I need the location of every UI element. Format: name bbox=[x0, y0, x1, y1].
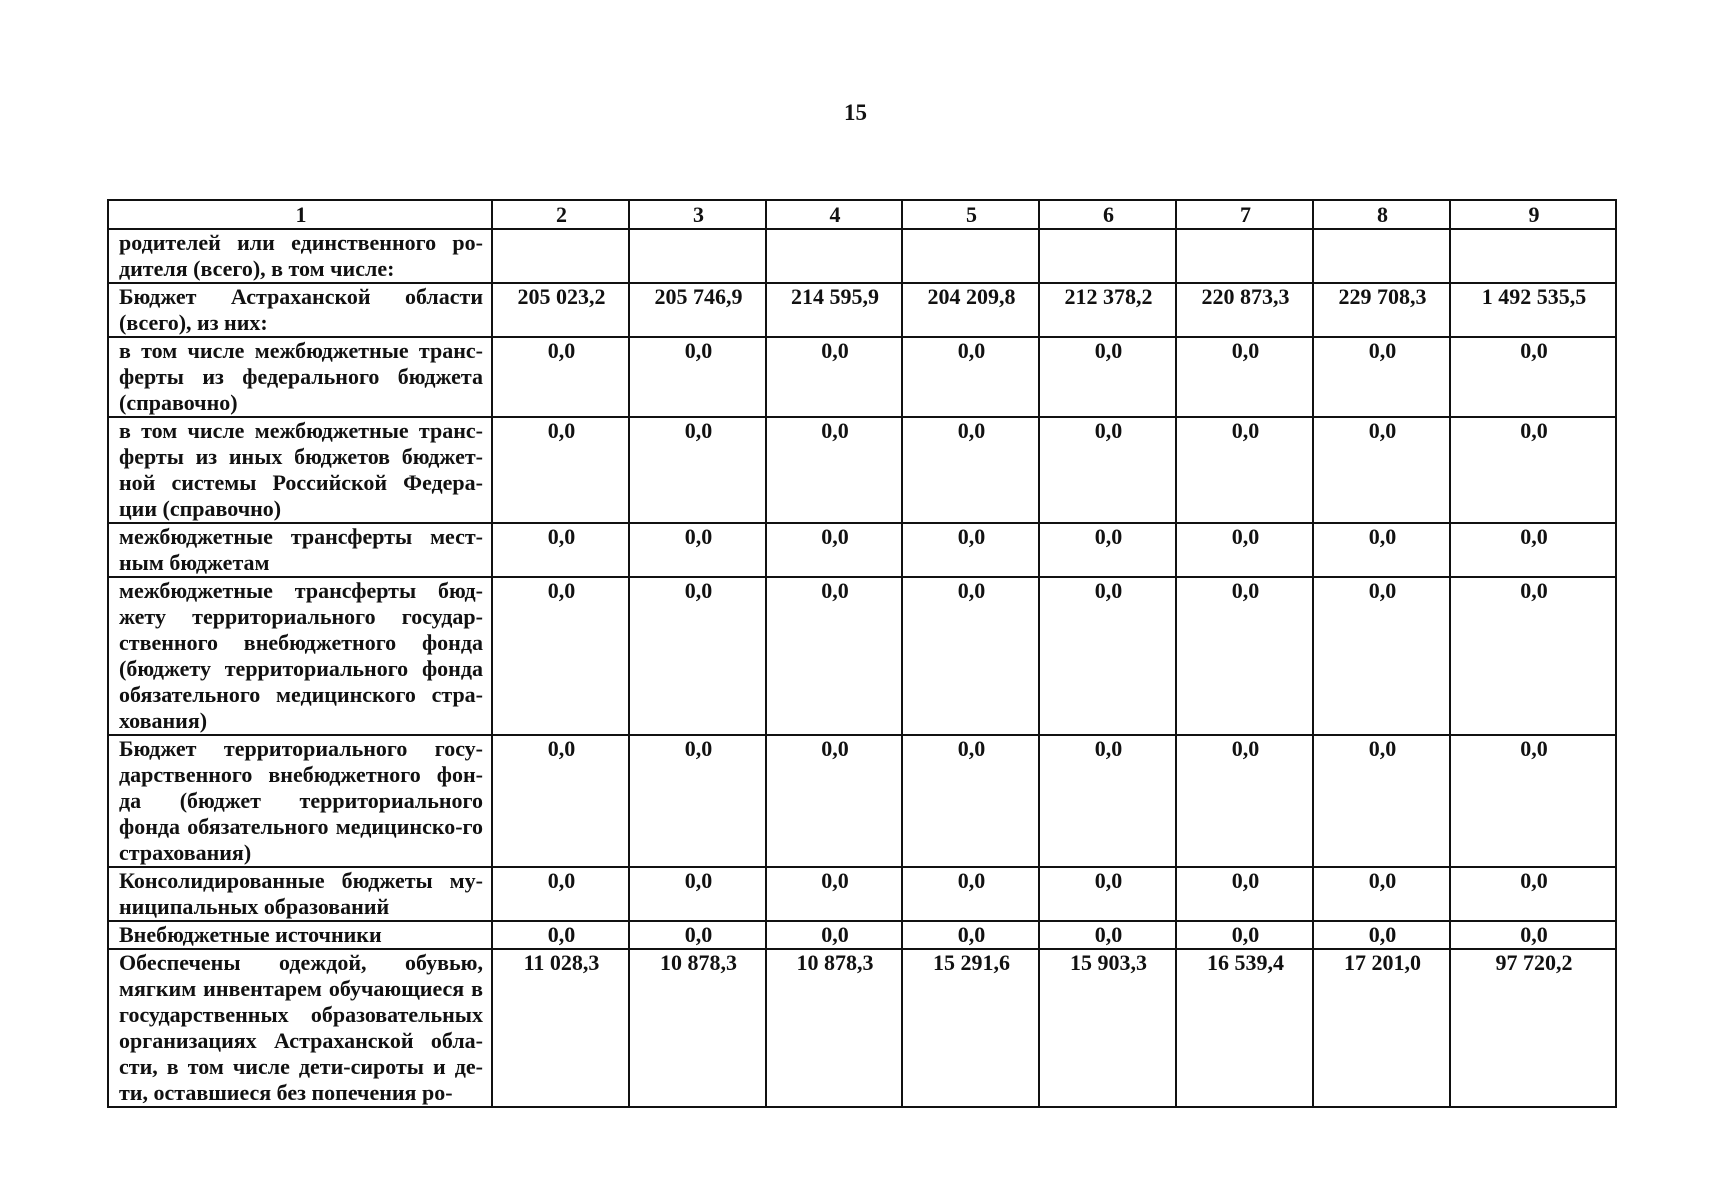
value-cell: 0,0 bbox=[1450, 523, 1616, 577]
column-header: 1 bbox=[108, 200, 492, 229]
value-cell: 214 595,9 bbox=[766, 283, 902, 337]
value-cell: 0,0 bbox=[902, 577, 1039, 735]
value-cell: 0,0 bbox=[766, 523, 902, 577]
value-cell: 0,0 bbox=[492, 921, 629, 949]
value-cell: 0,0 bbox=[1176, 417, 1313, 523]
row-label: межбюджетные трансферты мест-ным бюджетам bbox=[108, 523, 492, 577]
value-cell: 0,0 bbox=[1039, 577, 1176, 735]
budget-table bbox=[107, 199, 1617, 1108]
value-cell: 0,0 bbox=[1039, 337, 1176, 417]
value-cell: 17 201,0 bbox=[1313, 949, 1450, 1107]
value-cell: 204 209,8 bbox=[902, 283, 1039, 337]
value-cell: 0,0 bbox=[492, 337, 629, 417]
row-label: в том числе межбюджетные транс-ферты из иных бюджетов бюджет-ной системы Российской Федера-ции (справочно) bbox=[108, 417, 492, 523]
table-row bbox=[108, 337, 1616, 417]
column-header: 8 bbox=[1313, 200, 1450, 229]
value-cell: 0,0 bbox=[1313, 417, 1450, 523]
value-cell: 11 028,3 bbox=[492, 949, 629, 1107]
value-cell: 0,0 bbox=[766, 417, 902, 523]
value-cell: 0,0 bbox=[1176, 735, 1313, 867]
value-cell: 0,0 bbox=[1176, 867, 1313, 921]
value-cell: 0,0 bbox=[1176, 921, 1313, 949]
value-cell: 0,0 bbox=[1450, 867, 1616, 921]
table-row bbox=[108, 229, 1616, 283]
value-cell: 0,0 bbox=[1313, 867, 1450, 921]
value-cell: 1 492 535,5 bbox=[1450, 283, 1616, 337]
row-label: межбюджетные трансферты бюд-жету территориального государ-ственного внебюджетного фонда (бюджету территориального фонда обязательного медицинского стра-хования) bbox=[108, 577, 492, 735]
value-cell: 0,0 bbox=[629, 577, 766, 735]
value-cell: 0,0 bbox=[1313, 735, 1450, 867]
value-cell: 0,0 bbox=[1450, 337, 1616, 417]
value-cell: 0,0 bbox=[1450, 417, 1616, 523]
value-cell: 0,0 bbox=[1039, 523, 1176, 577]
value-cell: 0,0 bbox=[902, 337, 1039, 417]
value-cell: 0,0 bbox=[629, 921, 766, 949]
value-cell: 0,0 bbox=[766, 921, 902, 949]
table-row bbox=[108, 867, 1616, 921]
value-cell: 0,0 bbox=[492, 523, 629, 577]
value-cell: 0,0 bbox=[902, 523, 1039, 577]
value-cell: 0,0 bbox=[629, 867, 766, 921]
value-cell: 0,0 bbox=[766, 337, 902, 417]
value-cell: 0,0 bbox=[902, 867, 1039, 921]
value-cell: 0,0 bbox=[629, 417, 766, 523]
value-cell: 229 708,3 bbox=[1313, 283, 1450, 337]
value-cell: 0,0 bbox=[629, 523, 766, 577]
value-cell bbox=[902, 229, 1039, 283]
value-cell: 97 720,2 bbox=[1450, 949, 1616, 1107]
row-label: Бюджет территориального госу-дарственного внебюджетного фон-да (бюджет территориального фонда обязательного медицинско-го страхования) bbox=[108, 735, 492, 867]
value-cell: 0,0 bbox=[492, 735, 629, 867]
value-cell bbox=[1039, 229, 1176, 283]
value-cell: 0,0 bbox=[1176, 523, 1313, 577]
value-cell: 212 378,2 bbox=[1039, 283, 1176, 337]
table-row bbox=[108, 417, 1616, 523]
table-row bbox=[108, 523, 1616, 577]
value-cell bbox=[1450, 229, 1616, 283]
value-cell: 0,0 bbox=[492, 867, 629, 921]
value-cell: 0,0 bbox=[902, 921, 1039, 949]
value-cell bbox=[1176, 229, 1313, 283]
value-cell: 0,0 bbox=[1313, 337, 1450, 417]
value-cell: 0,0 bbox=[766, 867, 902, 921]
page-number: 15 bbox=[844, 100, 867, 125]
row-label: Обеспечены одеждой, обувью, мягким инвентарем обучающиеся в государственных образовательных организациях Астраханской обла-сти, в том числе дети-сироты и де-ти, оставшиеся без попечения ро- bbox=[108, 949, 492, 1107]
column-header: 3 bbox=[629, 200, 766, 229]
value-cell: 0,0 bbox=[1039, 921, 1176, 949]
value-cell: 0,0 bbox=[1313, 523, 1450, 577]
value-cell: 0,0 bbox=[492, 577, 629, 735]
column-header: 9 bbox=[1450, 200, 1616, 229]
value-cell: 16 539,4 bbox=[1176, 949, 1313, 1107]
table-row bbox=[108, 577, 1616, 735]
value-cell: 10 878,3 bbox=[629, 949, 766, 1107]
column-header: 4 bbox=[766, 200, 902, 229]
value-cell: 0,0 bbox=[902, 417, 1039, 523]
value-cell: 0,0 bbox=[1313, 577, 1450, 735]
row-label: в том числе межбюджетные транс-ферты из федерального бюджета (справочно) bbox=[108, 337, 492, 417]
value-cell: 15 903,3 bbox=[1039, 949, 1176, 1107]
value-cell bbox=[766, 229, 902, 283]
value-cell: 205 746,9 bbox=[629, 283, 766, 337]
value-cell: 0,0 bbox=[902, 735, 1039, 867]
value-cell bbox=[492, 229, 629, 283]
value-cell: 0,0 bbox=[1313, 921, 1450, 949]
value-cell: 0,0 bbox=[766, 577, 902, 735]
header-row bbox=[108, 200, 1616, 229]
value-cell: 205 023,2 bbox=[492, 283, 629, 337]
value-cell bbox=[1313, 229, 1450, 283]
value-cell: 0,0 bbox=[1039, 867, 1176, 921]
value-cell: 0,0 bbox=[1450, 735, 1616, 867]
value-cell: 0,0 bbox=[1176, 337, 1313, 417]
value-cell: 0,0 bbox=[1039, 735, 1176, 867]
value-cell: 0,0 bbox=[1039, 417, 1176, 523]
row-label: Бюджет Астраханской области (всего), из них: bbox=[108, 283, 492, 337]
value-cell: 0,0 bbox=[1176, 577, 1313, 735]
row-label: Внебюджетные источники bbox=[108, 921, 492, 949]
value-cell: 0,0 bbox=[766, 735, 902, 867]
column-header: 2 bbox=[492, 200, 629, 229]
value-cell bbox=[629, 229, 766, 283]
column-header: 7 bbox=[1176, 200, 1313, 229]
value-cell: 220 873,3 bbox=[1176, 283, 1313, 337]
column-header: 5 bbox=[902, 200, 1039, 229]
row-label: родителей или единственного ро-дителя (всего), в том числе: bbox=[108, 229, 492, 283]
table-row bbox=[108, 735, 1616, 867]
value-cell: 0,0 bbox=[629, 735, 766, 867]
value-cell: 10 878,3 bbox=[766, 949, 902, 1107]
column-header: 6 bbox=[1039, 200, 1176, 229]
value-cell: 0,0 bbox=[1450, 577, 1616, 735]
table-row bbox=[108, 949, 1616, 1107]
table-row bbox=[108, 283, 1616, 337]
row-label: Консолидированные бюджеты му-ниципальных образований bbox=[108, 867, 492, 921]
table-row bbox=[108, 921, 1616, 949]
value-cell: 0,0 bbox=[492, 417, 629, 523]
value-cell: 0,0 bbox=[1450, 921, 1616, 949]
value-cell: 0,0 bbox=[629, 337, 766, 417]
value-cell: 15 291,6 bbox=[902, 949, 1039, 1107]
